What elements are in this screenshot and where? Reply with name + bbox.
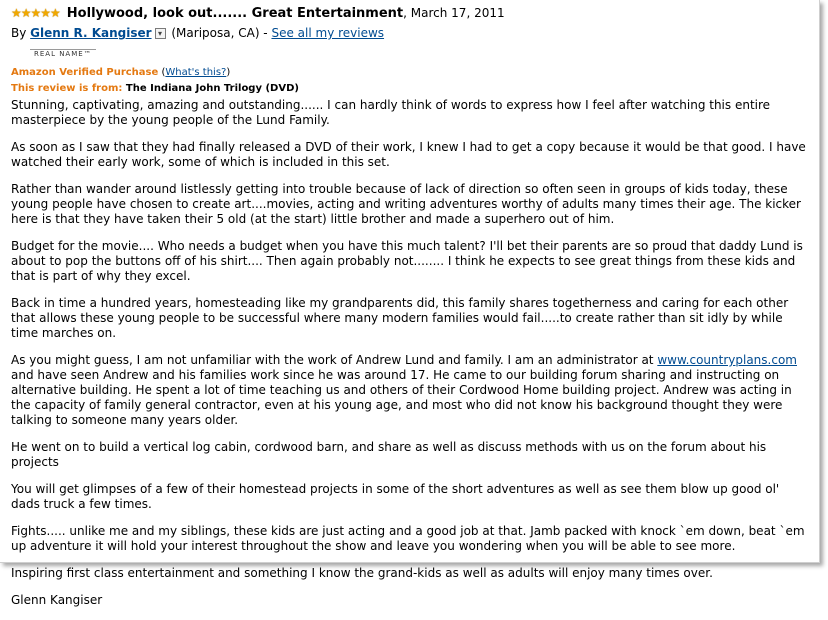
review-from-label: This review is from: — [11, 83, 126, 94]
review-paragraph: He went on to build a vertical log cabin, cordwood barn, and share as well as discuss methods with us on the forum about his projects — [11, 440, 767, 469]
real-name-badge: REAL NAME™ — [30, 49, 96, 59]
review-date: March 17, 2011 — [410, 6, 505, 20]
whats-this-wrap: (What's this?) — [161, 67, 231, 78]
review-paragraph: Stunning, captivating, amazing and outstanding...... I can hardly think of words to express how I feel after watching this entire masterpiece by the young people of the Lund Family. — [11, 98, 771, 127]
review-paragraph: Fights..... unlike me and my siblings, these kids are just acting and a good job at that. Jamb packed with knock `em down, beat `em up adventure it will hold your interest throughout the show and leave you wondering when you will be able to see more. — [11, 524, 805, 553]
date-separator: , — [403, 6, 411, 20]
review-paragraph: You will get glimpses of a few of their homestead projects in some of the short adventures as well as see them blow up good ol' dads truck a few times. — [11, 482, 780, 511]
paragraph-text: and have seen Andrew and his families work since he was around 17. He came to our building forum sharing and instructing on alternative building. He spent a lot of time teaching us and others of their Cordwood Home building project. Andrew was acting in the capacity of family general contractor, even at his young age, and most who did not know his background thought they were talking to someone many years older. — [11, 368, 792, 427]
star-icon: ★★★★★ — [11, 6, 60, 20]
review-paragraph: Budget for the movie.... Who needs a budget when you have this much talent? I'll bet their parents are so proud that daddy Lund is about to pop the buttons off of his shirt.... Then again probably not........ I think he expects to see great things from these kids and that is part of why they excel. — [11, 239, 803, 283]
countryplans-link[interactable]: www.countryplans.com — [657, 353, 797, 367]
review-title: Hollywood, look out....... Great Entertainment — [66, 6, 404, 21]
star-rating — [11, 4, 60, 23]
review-header — [11, 4, 811, 22]
by-label: By — [11, 26, 31, 40]
byline — [11, 26, 811, 41]
reviewer-name-link[interactable]: Glenn R. Kangiser — [30, 26, 152, 40]
review-source — [11, 82, 811, 95]
review-paragraph — [11, 353, 811, 428]
signature: Glenn Kangiser — [11, 593, 103, 607]
paragraph-text: As you might guess, I am not unfamiliar with the work of Andrew Lund and family. I am an administrator at — [11, 353, 658, 367]
verified-purchase — [11, 66, 811, 79]
chevron-down-icon[interactable]: ▾ — [155, 28, 166, 39]
review-paragraph: Rather than wander around listlessly getting into trouble because of lack of direction so often seen in groups of kids today, these young people have chosen to create art....movies, acting and writing adventures worthy of adults many times their age. The kicker here is that they have taken their 5 old (at the start) little brother and made a superhero out of him. — [11, 182, 801, 226]
product-name: The Indiana John Trilogy (DVD) — [125, 83, 299, 94]
review-paragraph: Back in time a hundred years, homesteading like my grandparents did, this family shares togetherness and caring for each other that allows these young people to be successful where many modern families would fail.....to create rather than sit idly by while time marches on. — [11, 296, 789, 340]
review-content — [11, 4, 811, 620]
verified-label: Amazon Verified Purchase — [11, 67, 159, 78]
whats-this-link[interactable]: What's this? — [165, 67, 227, 78]
see-all-reviews-link[interactable]: See all my reviews — [271, 26, 385, 40]
review-paragraph: As soon as I saw that they had finally released a DVD of their work, I knew I had to get a copy because it would be that good. I have watched their early work, some of which is included in this set. — [11, 140, 806, 169]
reviewer-location: (Mariposa, CA) - — [167, 26, 272, 40]
review-paragraph: Inspiring first class entertainment and something I know the grand-kids as well as adults will enjoy many times over. — [11, 566, 713, 580]
review-body — [11, 98, 811, 608]
